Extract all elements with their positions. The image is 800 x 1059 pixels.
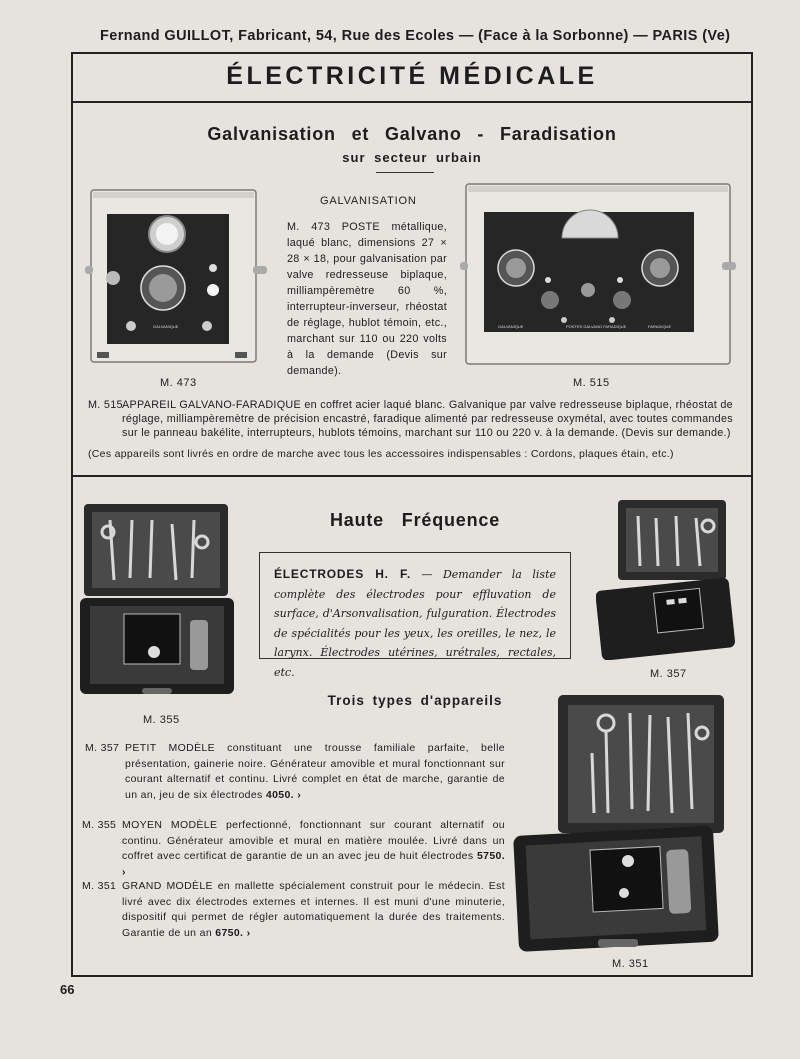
electrodes-hf-text: — Demander la liste complète des électrodes pour effluvation de surface, d'Arsonvalisation, fulguration. Électrodes de spécialités pour les yeux, les oreilles, le nez, le larynx. Électrodes utérines, urétrales, rectales, etc. <box>274 568 557 679</box>
m515-description: APPAREIL GALVANO-FARADIQUE en coffret acier laqué blanc. Galvanique par valve redresseuse biplaque, rhéostat de réglage, milliampèremètre de précision encastré, faradique alimenté par redresseuse oxymétal, avec toutes commandes sur le panneau bakélite, interrupteurs, hublots témoins, marchant sur 110 ou 220 v. à la demande. (Devis sur demande.) <box>122 399 733 439</box>
caption-m355: M. 355 <box>143 714 180 726</box>
section-title-hf: Haute Fréquence <box>329 510 501 530</box>
panel-label-galvanique-515: GALVANIQUE <box>498 324 524 329</box>
model-price: 4050. › <box>265 788 302 801</box>
section-title-galvanisation: Galvanisation et Galvano - Faradisation <box>207 124 617 144</box>
model-price: 6750. › <box>215 926 251 939</box>
page-title: ÉLECTRICITÉ MÉDICALE <box>226 62 598 90</box>
electrodes-hf-heading: ÉLECTRODES H. F. <box>274 567 411 581</box>
electrodes-hf-content <box>260 553 570 682</box>
model-price: 5750. › <box>122 850 505 878</box>
model-item-351 <box>82 879 505 941</box>
model-code: M. 351 <box>82 880 117 892</box>
device-m473-illustration <box>85 186 270 366</box>
electrodes-hf-box <box>259 552 571 679</box>
caption-m473: M. 473 <box>160 377 197 389</box>
panel-label-commun: POSTES GALVANO FARADIQUE <box>566 324 627 329</box>
model-code: M. 355 <box>82 819 117 831</box>
model-description: MOYEN MODÈLE perfectionné, fonctionnant sur courant alternatif ou continu. Générateur amovible et mural en matière moulée. Livré dans un coffret avec certificat de garantie de un an avec jeu de huit électrodes <box>122 819 505 862</box>
subtitle-underline <box>376 172 434 173</box>
types-title: Trois types d'appareils <box>327 693 503 708</box>
m515-code: M. 515 <box>88 399 123 411</box>
model-item-355 <box>82 818 505 880</box>
title-divider <box>71 101 753 103</box>
caption-m351: M. 351 <box>612 958 649 970</box>
m473-description: M. 473 POSTE métallique, laqué blanc, dimensions 27 × 28 × 18, pour galvanisation par valve redresseuse biplaque, milliampèremètre 60 %, interrupteur-inverseur, rhéostat de réglage, hublot témoin, etc., marchant sur 110 ou 220 volts à la demande (Devis sur demande). <box>287 221 447 377</box>
model-item-357 <box>85 741 505 803</box>
section-divider <box>71 475 753 477</box>
delivery-note: (Ces appareils sont livrés en ordre de marche avec tous les accessoires indispensables : Cordons, plaques étain, etc.) <box>88 448 674 460</box>
m515-block <box>88 398 733 440</box>
publisher-header: Fernand GUILLOT, Fabricant, 54, Rue des Ecoles — (Face à la Sorbonne) — PARIS (Ve) <box>100 28 731 44</box>
model-code: M. 357 <box>85 742 120 754</box>
model-description: PETIT MODÈLE constituant une trousse familiale parfaite, belle présentation, gainerie noire. Générateur amovible et mural fonctionnant sur courant alternatif et continu. Livré complet en état de marche, garantie de un an, jeu de six électrodes <box>125 742 505 801</box>
page-number: 66 <box>60 982 75 997</box>
caption-m515: M. 515 <box>573 377 610 389</box>
galvanisation-label: GALVANISATION <box>320 195 417 207</box>
device-m515-illustration <box>460 180 740 370</box>
model-description: GRAND MODÈLE en mallette spécialement construit pour le médecin. Est livré avec dix électrodes externes et internes. Il est muni d'une minuterie, dispositif qui permet de régler automatiquement la durée des traitements. Garantie de un an <box>122 880 505 939</box>
case-m351-illustration <box>512 693 727 955</box>
caption-m357: M. 357 <box>650 668 687 680</box>
case-m355-illustration <box>78 502 238 698</box>
panel-label-faradique: FARADIQUE <box>648 324 672 329</box>
section-subtitle: sur secteur urbain <box>342 150 482 165</box>
case-m357-illustration <box>596 496 738 660</box>
panel-label-galvanique: GALVANIQUE <box>153 324 179 329</box>
